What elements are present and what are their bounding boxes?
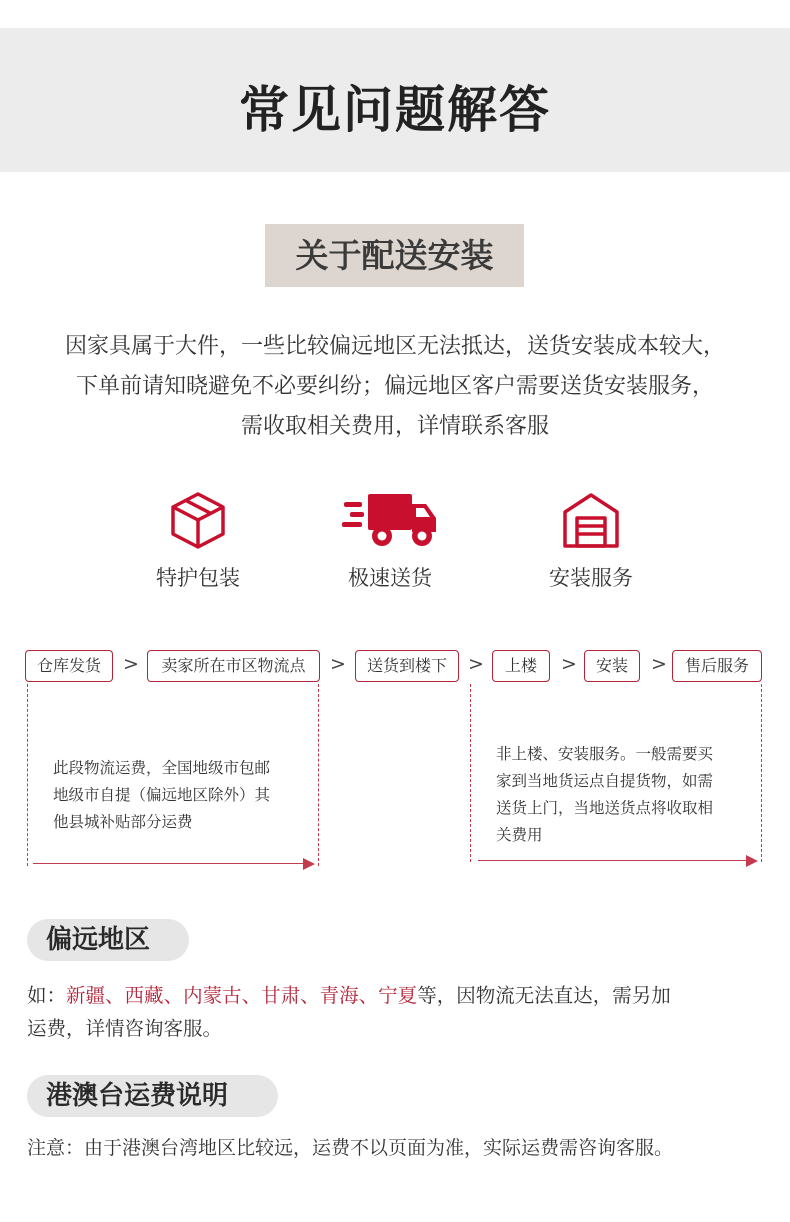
region-name: 甘肃 xyxy=(261,984,301,1007)
intro-line: 下单前请知晓避免不必要纠纷；偏远地区客户需要送货安装服务， xyxy=(75,374,714,399)
region-name: 新疆 xyxy=(66,984,106,1007)
flow-step-install: 安装 xyxy=(584,650,640,682)
flow-arrow: > xyxy=(468,653,484,675)
dashed-divider xyxy=(27,684,28,866)
region-name: 西藏 xyxy=(124,984,164,1007)
arrow-line xyxy=(478,860,748,861)
region-name: 青海 xyxy=(319,984,359,1007)
dashed-divider xyxy=(761,684,762,862)
truck-icon xyxy=(342,490,438,550)
hmt-shipping-title: 港澳台运费说明 xyxy=(27,1075,278,1117)
flow-step-warehouse: 仓库发货 xyxy=(25,650,113,682)
dashed-divider xyxy=(470,684,471,862)
intro-line: 因家具属于大件，一些比较偏远地区无法抵达，送货安装成本较大， xyxy=(64,334,725,359)
arrow-head-icon xyxy=(303,858,315,870)
feature-label: 特护包装 xyxy=(156,566,240,590)
intro-paragraph xyxy=(40,327,750,447)
dashed-divider xyxy=(318,684,319,866)
hmt-shipping-note: 注意：由于港澳台湾地区比较远，运费不以页面为准，实际运费需咨询客服。 xyxy=(27,1137,674,1159)
flow-arrow: > xyxy=(651,653,667,675)
arrow-line xyxy=(33,863,305,864)
flow-step-upstairs: 上楼 xyxy=(492,650,550,682)
delivery-fee-note: 非上楼、安装服务。一般需要买 家到当地货运点自提货物，如需 送货上门，当地送货点将收取相 关费用 xyxy=(496,745,714,844)
page-title: 常见问题解答 xyxy=(239,81,551,139)
region-name: 内蒙古 xyxy=(183,984,242,1007)
feature-delivery xyxy=(315,490,465,592)
flow-arrow: > xyxy=(123,653,139,675)
flow-step-logistics-point: 卖家所在市区物流点 xyxy=(147,650,320,682)
region-name: 宁夏 xyxy=(378,984,418,1007)
flow-step-after-sales: 售后服务 xyxy=(672,650,762,682)
feature-installation xyxy=(516,490,666,592)
remote-area-text: 如：新疆、西藏、内蒙古、甘肃、青海、宁夏等，因物流无法直达，需另加 运费，详情咨询客服。 xyxy=(27,984,671,1040)
feature-label: 安装服务 xyxy=(549,566,633,590)
logistics-fee-note: 此段物流运费，全国地级市包邮 地级市自提（偏远地区除外）其 他县城补贴部分运费 xyxy=(53,759,271,831)
flow-arrow: > xyxy=(561,653,577,675)
flow-arrow: > xyxy=(330,653,346,675)
section-title-tag xyxy=(265,224,524,287)
box-icon xyxy=(168,490,228,550)
intro-line: 需收取相关费用，详情联系客服 xyxy=(240,414,549,439)
section-title: 关于配送安装 xyxy=(295,236,494,275)
arrow-head-icon xyxy=(746,855,758,867)
feature-label: 极速送货 xyxy=(348,566,432,590)
feature-packaging xyxy=(123,490,273,592)
warehouse-icon xyxy=(561,490,621,550)
remote-area-title: 偏远地区 xyxy=(27,919,189,961)
flow-step-downstairs: 送货到楼下 xyxy=(355,650,459,682)
